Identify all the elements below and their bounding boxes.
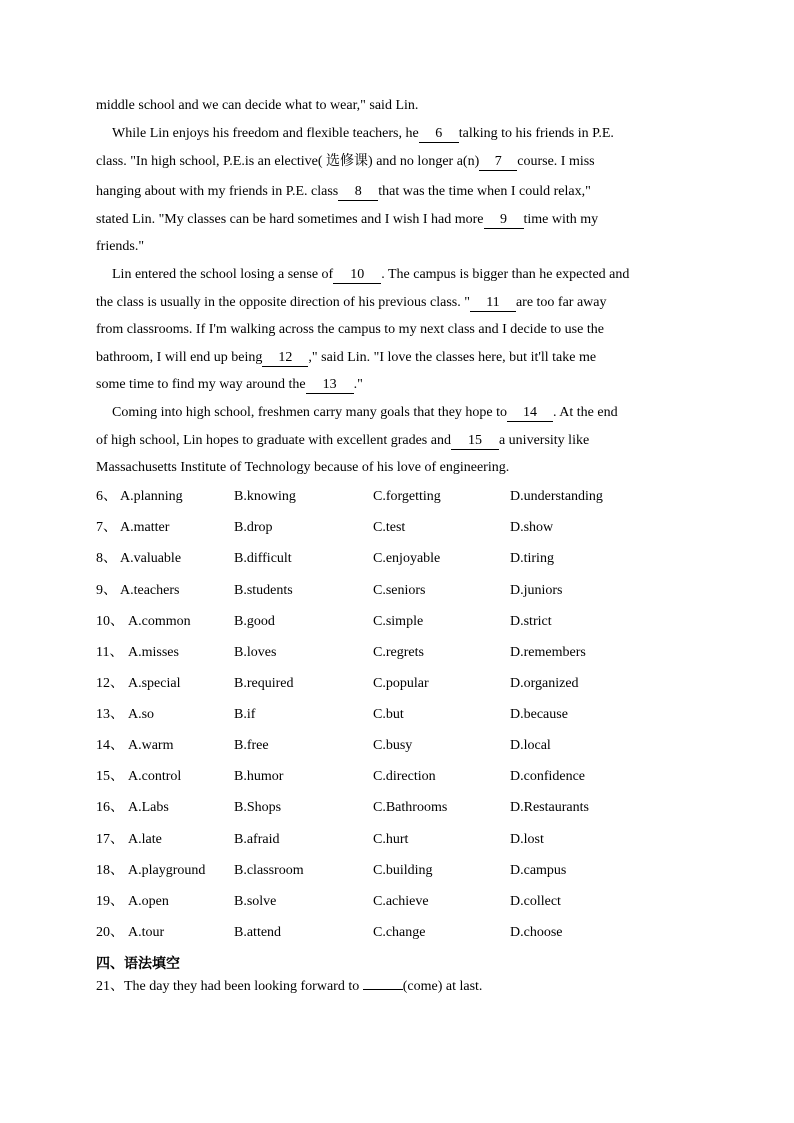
option-a[interactable]: A.late — [128, 832, 162, 847]
blank-11[interactable]: 11 — [470, 295, 516, 312]
option-b[interactable]: B.good — [234, 614, 275, 629]
passage-line — [96, 182, 591, 202]
blank-13[interactable]: 13 — [306, 377, 354, 394]
option-c[interactable]: C.but — [373, 707, 404, 722]
option-b[interactable]: B.attend — [234, 925, 282, 940]
option-c[interactable]: C.Bathrooms — [373, 800, 448, 815]
option-d[interactable]: D.organized — [510, 676, 579, 691]
blank-7[interactable]: 7 — [479, 154, 517, 171]
passage-line — [96, 375, 363, 395]
question-number: 19、 — [96, 894, 124, 909]
passage-line — [112, 403, 618, 423]
passage-text: ," said Lin. "I love the classes here, but it'll take me — [308, 350, 597, 365]
option-a[interactable]: A.misses — [128, 645, 179, 660]
option-d[interactable]: D.show — [510, 520, 554, 535]
passage-line — [112, 124, 614, 144]
question-number: 6、 — [96, 489, 117, 504]
option-b[interactable]: B.classroom — [234, 863, 304, 878]
question-number: 17、 — [96, 832, 124, 847]
question-21 — [96, 977, 482, 997]
option-d[interactable]: D.because — [510, 707, 568, 722]
option-c[interactable]: C.popular — [373, 676, 429, 691]
passage-line — [96, 348, 596, 368]
question-13-options — [96, 705, 706, 725]
question-8-options — [96, 549, 706, 569]
question-14-options — [96, 736, 706, 756]
question-7-options — [96, 518, 706, 538]
option-c[interactable]: C.test — [373, 520, 406, 535]
passage-line: friends." — [96, 239, 145, 254]
question-number: 10、 — [96, 614, 124, 629]
option-a[interactable]: A.teachers — [120, 583, 180, 598]
passage-text: class. "In high school, P.E.is an elective( 选修课) and no longer a(n) — [96, 154, 480, 169]
question-11-options — [96, 643, 706, 663]
question-text: The day they had been looking forward to — [124, 979, 360, 994]
option-b[interactable]: B.Shops — [234, 800, 282, 815]
blank-15[interactable]: 15 — [451, 433, 499, 450]
passage-text: some time to find my way around the — [96, 377, 306, 392]
option-c[interactable]: C.regrets — [373, 645, 424, 660]
option-b[interactable]: B.free — [234, 738, 269, 753]
question-10-options — [96, 612, 706, 632]
option-d[interactable]: D.collect — [510, 894, 561, 909]
option-a[interactable]: A.control — [128, 769, 182, 784]
option-c[interactable]: C.building — [373, 863, 433, 878]
option-d[interactable]: D.strict — [510, 614, 552, 629]
option-a[interactable]: A.common — [128, 614, 191, 629]
option-a[interactable]: A.Labs — [128, 800, 169, 815]
question-number: 13、 — [96, 707, 124, 722]
option-b[interactable]: B.students — [234, 583, 293, 598]
blank-14[interactable]: 14 — [507, 405, 553, 422]
passage-line — [96, 210, 598, 230]
question-19-options — [96, 892, 706, 912]
question-15-options — [96, 767, 706, 787]
option-b[interactable]: B.required — [234, 676, 294, 691]
option-c[interactable]: C.simple — [373, 614, 424, 629]
passage-text: Coming into high school, freshmen carry many goals that they hope to — [112, 405, 508, 420]
option-d[interactable]: D.juniors — [510, 583, 563, 598]
passage-text: ." — [353, 377, 363, 392]
passage-line: Massachusetts Institute of Technology because of his love of engineering. — [96, 460, 510, 475]
question-number: 15、 — [96, 769, 124, 784]
option-c[interactable]: C.hurt — [373, 832, 409, 847]
option-c[interactable]: C.forgetting — [373, 489, 441, 504]
option-d[interactable]: D.confidence — [510, 769, 586, 784]
question-text: (come) at last. — [402, 979, 483, 994]
question-9-options — [96, 581, 706, 601]
option-b[interactable]: B.if — [234, 707, 256, 722]
option-a[interactable]: A.special — [128, 676, 181, 691]
passage-text: . The campus is bigger than he expected and — [381, 267, 630, 282]
blank-10[interactable]: 10 — [333, 267, 381, 284]
question-12-options — [96, 674, 706, 694]
option-b[interactable]: B.loves — [234, 645, 277, 660]
option-b[interactable]: B.solve — [234, 894, 277, 909]
option-c[interactable]: C.busy — [373, 738, 413, 753]
option-d[interactable]: D.Restaurants — [510, 800, 589, 815]
question-16-options — [96, 798, 706, 818]
question-number: 21、 — [96, 979, 124, 994]
passage-text: hanging about with my friends in P.E. class — [96, 184, 339, 199]
question-number: 12、 — [96, 676, 124, 691]
blank-12[interactable]: 12 — [262, 350, 308, 367]
blank-8[interactable]: 8 — [338, 184, 378, 201]
option-a[interactable]: A.tour — [128, 925, 165, 940]
question-number: 7、 — [96, 520, 117, 535]
option-a[interactable]: A.matter — [120, 520, 170, 535]
passage-text: of high school, Lin hopes to graduate with excellent grades and — [96, 433, 451, 448]
option-d[interactable]: D.remembers — [510, 645, 586, 660]
option-d[interactable]: D.choose — [510, 925, 563, 940]
blank-9[interactable]: 9 — [484, 212, 524, 229]
option-a[interactable]: A.playground — [128, 863, 206, 878]
passage-line — [96, 431, 589, 451]
question-6-options — [96, 487, 706, 507]
passage-text: that was the time when I could relax," — [378, 184, 591, 199]
option-d[interactable]: D.lost — [510, 832, 544, 847]
option-d[interactable]: D.campus — [510, 863, 567, 878]
question-number: 14、 — [96, 738, 124, 753]
option-a[interactable]: A.planning — [120, 489, 183, 504]
option-d[interactable]: D.understanding — [510, 489, 603, 504]
option-b[interactable]: B.afraid — [234, 832, 280, 847]
question-number: 11、 — [96, 645, 124, 660]
question-number: 20、 — [96, 925, 124, 940]
option-a[interactable]: A.valuable — [120, 551, 182, 566]
passage-line — [96, 152, 595, 172]
question-20-options — [96, 923, 706, 943]
passage-text: While Lin enjoys his freedom and flexible teachers, he — [112, 126, 419, 141]
option-b[interactable]: B.humor — [234, 769, 284, 784]
passage-text: . At the end — [553, 405, 618, 420]
question-17-options — [96, 830, 706, 850]
passage-line — [96, 293, 607, 313]
section-heading: 四、语法填空 — [96, 956, 180, 972]
option-a[interactable]: A.warm — [128, 738, 174, 753]
option-d[interactable]: D.tiring — [510, 551, 554, 566]
question-18-options — [96, 861, 706, 881]
blank-6[interactable]: 6 — [419, 126, 459, 143]
option-c[interactable]: C.seniors — [373, 583, 426, 598]
option-b[interactable]: B.knowing — [234, 489, 296, 504]
option-a[interactable]: A.so — [128, 707, 155, 722]
option-c[interactable]: C.direction — [373, 769, 436, 784]
option-a[interactable]: A.open — [128, 894, 169, 909]
option-c[interactable]: C.enjoyable — [373, 551, 441, 566]
question-number: 8、 — [96, 551, 117, 566]
blank-21[interactable] — [363, 989, 403, 990]
question-number: 18、 — [96, 863, 124, 878]
passage-text: course. I miss — [517, 154, 595, 169]
option-b[interactable]: B.drop — [234, 520, 273, 535]
option-d[interactable]: D.local — [510, 738, 551, 753]
question-number: 9、 — [96, 583, 117, 598]
question-number: 16、 — [96, 800, 124, 815]
passage-text: the class is usually in the opposite direction of his previous class. " — [96, 295, 470, 310]
passage-text: Lin entered the school losing a sense of — [112, 267, 334, 282]
passage-text: stated Lin. "My classes can be hard sometimes and I wish I had more — [96, 212, 484, 227]
option-c[interactable]: C.achieve — [373, 894, 429, 909]
option-b[interactable]: B.difficult — [234, 551, 292, 566]
passage-line: middle school and we can decide what to wear," said Lin. — [96, 98, 419, 113]
passage-text: a university like — [498, 433, 590, 448]
passage-line: from classrooms. If I'm walking across the campus to my next class and I decide to use the — [96, 322, 604, 337]
passage-text: bathroom, I will end up being — [96, 350, 263, 365]
option-c[interactable]: C.change — [373, 925, 426, 940]
passage-text: talking to his friends in P.E. — [458, 126, 614, 141]
passage-text: time with my — [523, 212, 599, 227]
passage-text: are too far away — [515, 295, 607, 310]
passage-line — [112, 265, 629, 285]
